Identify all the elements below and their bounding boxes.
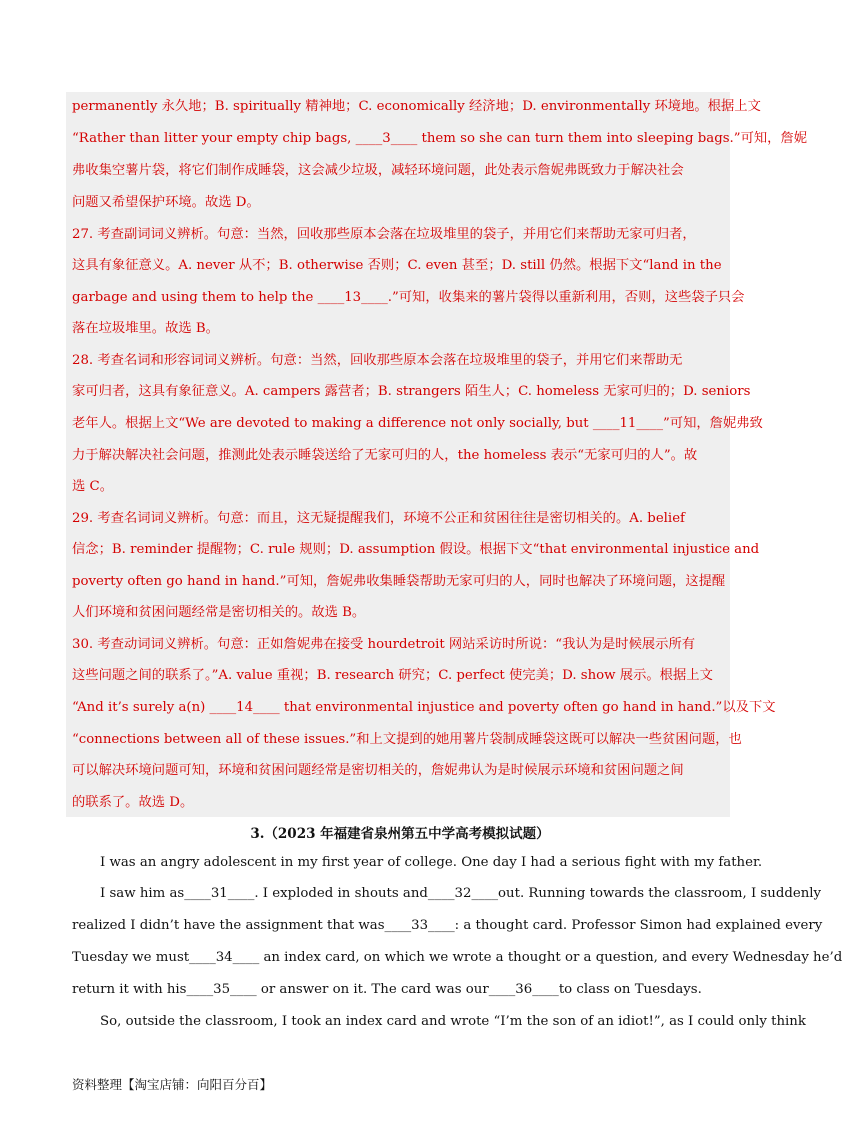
answer-line: 27. 考查副词词义辨析。句意：当然，回收那些原本会落在垃圾堆里的袋子，并用它们来帮助无家可归者， <box>72 227 696 242</box>
answer-line: 30. 考查动词词义辨析。句意：正如詹妮弗在接受 hourdetroit 网站采访时所说：“我认为是时候展示所有 <box>72 637 696 652</box>
answer-line: 力于解决解决社会问题，推测此处表示睡袋送给了无家可归的人，the homeless 表示“无家可归的人”。故 <box>72 448 698 463</box>
answer-line: 问题又希望保护环境。故选 D。 <box>72 195 260 210</box>
passage-line: Tuesday we must____34____ an index card, on which we wrote a thought or a question, and every Wednesday he’d <box>72 950 842 965</box>
answer-line: 家可归者，这具有象征意义。A. campers 露营者；B. strangers 陌生人；C. homeless 无家可归的；D. seniors <box>72 384 751 399</box>
answer-line: 的联系了。故选 D。 <box>72 795 194 810</box>
answer-line: 这具有象征意义。A. never 从不；B. otherwise 否则；C. even 甚至；D. still 仍然。根据下文“land in the <box>72 258 722 273</box>
answer-line: 选 C。 <box>72 479 113 494</box>
passage-line: return it with his____35____ or answer on it. The card was our____36____to class on Tuesdays. <box>72 982 702 997</box>
answer-line: permanently 永久地；B. spiritually 精神地；C. economically 经济地；D. environmentally 环境地。根据上文 <box>72 99 761 114</box>
passage-line: So, outside the classroom, I took an index card and wrote “I’m the son of an idiot!”, as I could only think <box>100 1014 806 1029</box>
answer-line: 29. 考查名词词义辨析。句意：而且，这无疑提醒我们，环境不公正和贫困往往是密切相关的。A. belief <box>72 511 685 526</box>
answer-line: 信念；B. reminder 提醒物；C. rule 规则；D. assumption 假设。根据下文“that environmental injustice and <box>72 542 760 557</box>
answer-line: 落在垃圾堆里。故选 B。 <box>72 321 219 336</box>
passage-line: I saw him as____31____. I exploded in shouts and____32____out. Running towards the classroom, I suddenly <box>100 886 822 901</box>
answer-line: 可以解决环境问题可知，环境和贫困问题经常是密切相关的，詹妮弗认为是时候展示环境和贫困问题之间 <box>72 763 684 778</box>
question-title: 3.（2023 年福建省泉州第五中学高考模拟试题） <box>250 826 550 842</box>
answer-line: “And it’s surely a(n) ____14____ that environmental injustice and poverty often go hand in hand.”以及下文 <box>72 700 776 715</box>
footer-source: 资料整理【淘宝店铺：向阳百分百】 <box>72 1077 273 1092</box>
answer-line: “connections between all of these issues.”和上文提到的她用薯片袋制成睡袋这既可以解决一些贫困问题，也 <box>72 732 742 747</box>
answer-line: 28. 考查名词和形容词词义辨析。句意：当然，回收那些原本会落在垃圾堆里的袋子，并用它们来帮助无 <box>72 353 683 368</box>
answer-line: 人们环境和贫困问题经常是密切相关的。故选 B。 <box>72 605 366 620</box>
answer-line: garbage and using them to help the ____13____.”可知，收集来的薯片袋得以重新利用，否则，这些袋子只会 <box>72 290 745 305</box>
passage-line: I was an angry adolescent in my first year of college. One day I had a serious fight with my father. <box>100 855 763 870</box>
answer-line: 这些问题之间的联系了。”A. value 重视；B. research 研究；C. perfect 使完美；D. show 展示。根据上文 <box>72 668 713 683</box>
answer-line: 老年人。根据上文“We are devoted to making a difference not only socially, but ____11____”可知，詹妮弗致 <box>72 416 763 431</box>
answer-line: 弗收集空薯片袋，将它们制作成睡袋，这会减少垃圾，减轻环境问题，此处表示詹妮弗既致力于解决社会 <box>72 163 684 178</box>
answer-line: “Rather than litter your empty chip bags, ____3____ them so she can turn them into sleeping bags.”可知，詹妮 <box>72 131 808 146</box>
passage-line: realized I didn’t have the assignment that was____33____: a thought card. Professor Simon had explained every <box>72 918 823 933</box>
answer-line: poverty often go hand in hand.”可知，詹妮弗收集睡袋帮助无家可归的人，同时也解决了环境问题，这提醒 <box>72 574 726 589</box>
